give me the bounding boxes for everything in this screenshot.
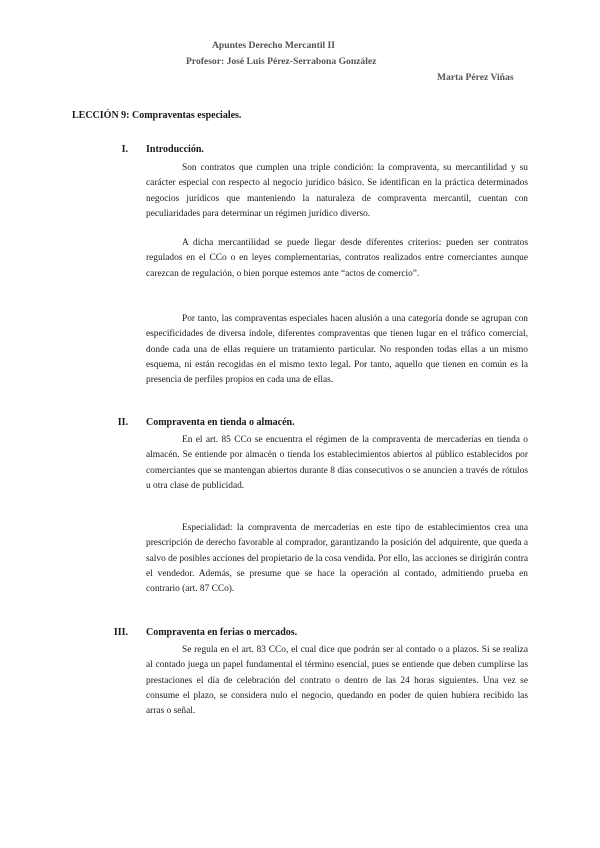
section-title: Introducción. (146, 144, 204, 155)
section-number: I. (121, 144, 128, 155)
paragraph: Se regula en el art. 83 CCo, el cual dice que podrán ser al contado o a plazos. Si se realiza al contado juega un papel fundamental el término esencial, pues se entiende que deben cumplirse las prestaciones el día de celebración del contrato o dentro de las 24 horas siguientes. Una vez se consume el plazo, se considera nulo el negocio, quedando en poder de quien hubiera recibido las arras o señal. (146, 645, 528, 716)
header-title: Apuntes Derecho Mercantil II (212, 40, 336, 51)
section-title: Compraventa en tienda o almacén. (146, 417, 295, 428)
section-title: Compraventa en ferias o mercados. (146, 627, 298, 638)
section-number: II. (117, 417, 128, 428)
paragraph: A dicha mercantilidad se puede llegar desde diferentes criterios: pueden ser contratos regulados en el CCo o en leyes complementarias, contratos realizados entre comerciantes aunque carezcan de regulación, o bien porque estemos ante “actos de comercio”. (146, 238, 528, 279)
paragraph: Especialidad: la compraventa de mercaderías en este tipo de establecimientos crea una prescripción de derecho favorable al comprador, garantizando la posición del adquirente, que queda a salvo de posibles acciones del propietario de la cosa vendida. Por ello, las acciones se dirigirán contra el vendedor. Además, se presume que se hace la operación al contado, admitiendo prueba en contrario (art. 87 CCo). (146, 523, 528, 594)
header-author: Marta Pérez Viñas (437, 72, 514, 83)
header-professor: Profesor: José Luis Pérez-Serrabona González (186, 56, 377, 67)
lesson-title: LECCIÓN 9: Compraventas especiales. (72, 110, 242, 121)
paragraph: Son contratos que cumplen una triple condición: la compraventa, su mercantilidad y su carácter especial con respecto al negocio jurídico básico. Se identifican en la práctica determinados negocios jurídicos que manteniendo la naturaleza de compraventa mercantil, cuentan con peculiaridades para determinar un régimen jurídico diverso. (146, 163, 528, 219)
section-number: III. (113, 627, 128, 638)
paragraph: Por tanto, las compraventas especiales hacen alusión a una categoría donde se agrupan con especificidades de diversa índole, diferentes compraventas que tienen lugar en el tráfico comercial, donde cada una de ellas requiere un tratamiento particular. No responden todas ellas a un mismo esquema, ni están recogidas en el mismo texto legal. Por tanto, aquello que tienen en común es la presencia de perfiles propios en cada una de ellas. (146, 314, 528, 385)
paragraph: En el art. 85 CCo se encuentra el régimen de la compraventa de mercaderías en tienda o almacén. Se entiende por almacén o tienda los establecimientos abiertos al público establecidos por comerciantes que se mantengan abiertos durante 8 días consecutivos o se anuncien a través de rótulos u otra clase de publicidad. (146, 435, 528, 491)
